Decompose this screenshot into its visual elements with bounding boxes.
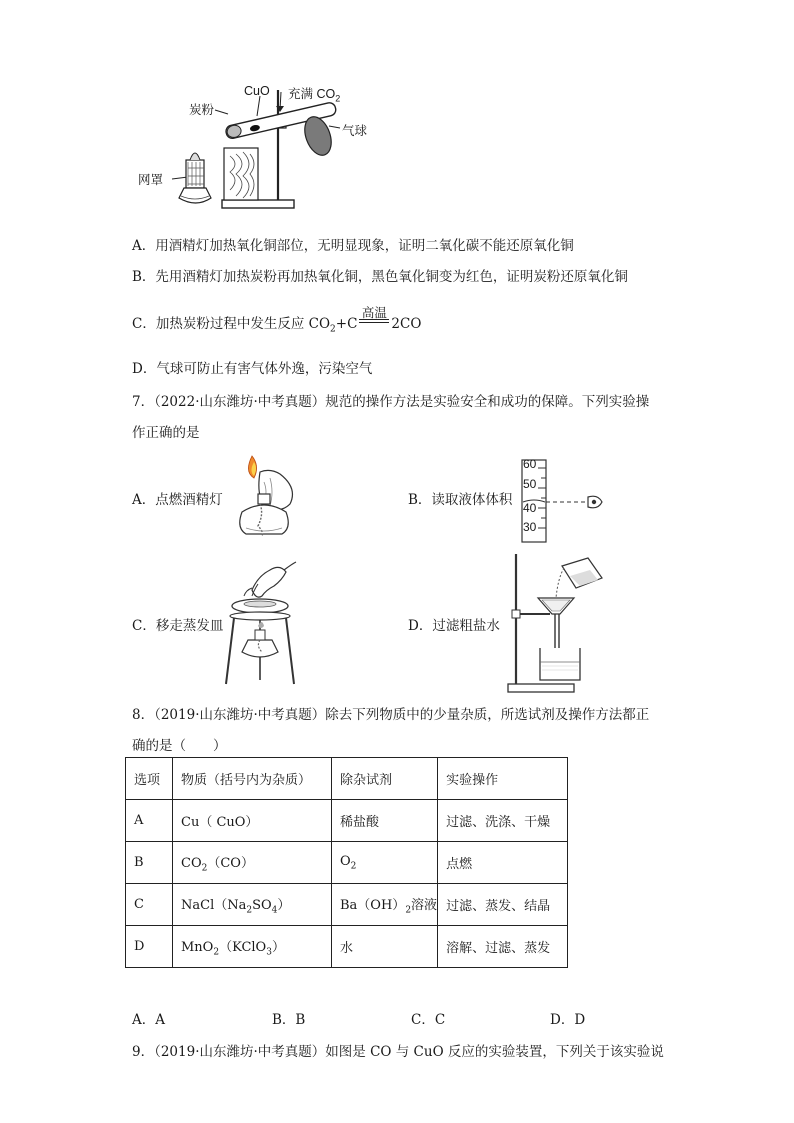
formula-subscript: 3 <box>266 947 272 958</box>
q7-a-lamp-figure <box>230 452 310 544</box>
table-row <box>126 884 568 926</box>
table-row <box>126 800 568 842</box>
q7-option-d: D．过滤粗盐水 <box>408 618 500 634</box>
q7-option-c: C．移走蒸发皿 <box>132 618 224 634</box>
table-cell-substance <box>173 884 332 926</box>
table-cell-operation: 溶解、过滤、蒸发 <box>438 926 568 968</box>
q6-option-c-mid: +C <box>335 316 358 332</box>
formula-subscript: 2 <box>350 861 357 872</box>
table-cell-option: B <box>126 842 173 884</box>
table-cell-option: D <box>126 926 173 968</box>
q8-table <box>125 757 568 968</box>
table-cell-substance <box>173 842 332 884</box>
q6-label-cuo: CuO <box>244 84 270 98</box>
formula-part: ） <box>271 939 285 955</box>
table-row <box>126 926 568 968</box>
q7-cylinder-tick-40: 40 <box>523 501 537 515</box>
formula-subscript: 2 <box>405 905 412 916</box>
formula-part: CO <box>181 855 202 871</box>
q7-option-b: B．读取液体体积 <box>408 492 513 508</box>
q7-cylinder-tick-50: 50 <box>523 477 537 491</box>
table-header-cell: 除杂试剂 <box>332 758 438 800</box>
table-cell-option: C <box>126 884 173 926</box>
formula-subscript: 4 <box>271 905 278 916</box>
q8-stem-line1: 8．（2019·山东潍坊·中考真题）除去下列物质中的少量杂质，所选试剂及操作方法都正 <box>132 707 650 723</box>
q6-option-c-prefix: C．加热炭粉过程中发生反应 CO <box>132 316 331 332</box>
table-header-cell: 物质（括号内为杂质） <box>173 758 332 800</box>
formula-part: （CO） <box>207 855 254 871</box>
table-cell-substance: Cu（ CuO） <box>173 800 332 842</box>
q7-stem-line1: 7．（2022·山东潍坊·中考真题）规范的操作方法是实验安全和成功的保障。下列实验操 <box>132 394 650 410</box>
q6-option-b: B．先用酒精灯加热炭粉再加热氧化铜，黑色氧化铜变为红色，证明炭粉还原氧化铜 <box>132 269 628 285</box>
formula-part: SO <box>252 897 272 913</box>
table-cell-reagent: 稀盐酸 <box>332 800 438 842</box>
table-header-cell: 选项 <box>126 758 173 800</box>
table-row <box>126 842 568 884</box>
table-cell-operation: 点燃 <box>438 842 568 884</box>
formula-part: （KClO <box>219 939 267 955</box>
table-cell-operation: 过滤、洗涤、干燥 <box>438 800 568 842</box>
formula-part: O <box>340 853 351 869</box>
q6-option-c <box>132 304 422 335</box>
formula-subscript: 2 <box>201 863 208 874</box>
table-header-row <box>126 758 568 800</box>
q9-stem-line1: 9．（2019·山东潍坊·中考真题）如图是 CO 与 CuO 反应的实验装置，下列关于该实验说 <box>132 1044 664 1060</box>
q8-answer-b: B．B <box>272 1012 306 1028</box>
q6-label-co2-text: 充满 CO <box>288 87 336 101</box>
formula-subscript: 2 <box>246 905 253 916</box>
q6-option-d: D．气球可防止有害气体外逸，污染空气 <box>132 361 373 377</box>
q8-answer-c: C．C <box>411 1012 446 1028</box>
formula-subscript: 2 <box>213 947 220 958</box>
q6-label-carbon: 炭粉 <box>189 102 215 117</box>
formula-part: Ba（OH） <box>340 897 406 913</box>
q6-label-co2 <box>288 84 340 104</box>
q6-label-co2-sub: 2 <box>335 93 341 104</box>
q7-d-filtration-figure <box>502 552 614 694</box>
q6-option-c-product: 2CO <box>391 316 422 332</box>
q8-answer-a: A．A <box>132 1012 165 1028</box>
table-cell-reagent <box>332 884 438 926</box>
table-cell-reagent <box>332 842 438 884</box>
formula-part: ） <box>277 897 291 913</box>
table-cell-option: A <box>126 800 173 842</box>
q7-cylinder-tick-30: 30 <box>523 520 537 534</box>
q7-c-evaporation-figure <box>222 560 302 688</box>
q7-stem-line2: 作正确的是 <box>132 425 200 441</box>
table-cell-reagent: 水 <box>332 926 438 968</box>
q7-option-a: A．点燃酒精灯 <box>132 492 223 508</box>
q6-label-net: 网罩 <box>138 172 164 187</box>
table-header-cell: 实验操作 <box>438 758 568 800</box>
q8-answer-d: D．D <box>550 1012 586 1028</box>
formula-part: NaCl（Na <box>181 897 247 913</box>
q6-label-balloon: 气球 <box>342 123 368 138</box>
q6-apparatus-figure <box>130 82 390 214</box>
q6-option-a: A．用酒精灯加热氧化铜部位，无明显现象，证明二氧化碳不能还原氧化铜 <box>132 238 574 254</box>
formula-part: 溶液 <box>411 897 438 913</box>
q8-stem-line2: 确的是（ ） <box>132 738 227 754</box>
table-cell-substance <box>173 926 332 968</box>
q6-option-c-condition: 高温 <box>361 304 387 320</box>
q6-option-c-sub: 2 <box>330 324 336 335</box>
formula-part: MnO <box>181 939 214 955</box>
q7-cylinder-tick-60: 60 <box>523 457 537 471</box>
table-cell-operation: 过滤、蒸发、结晶 <box>438 884 568 926</box>
